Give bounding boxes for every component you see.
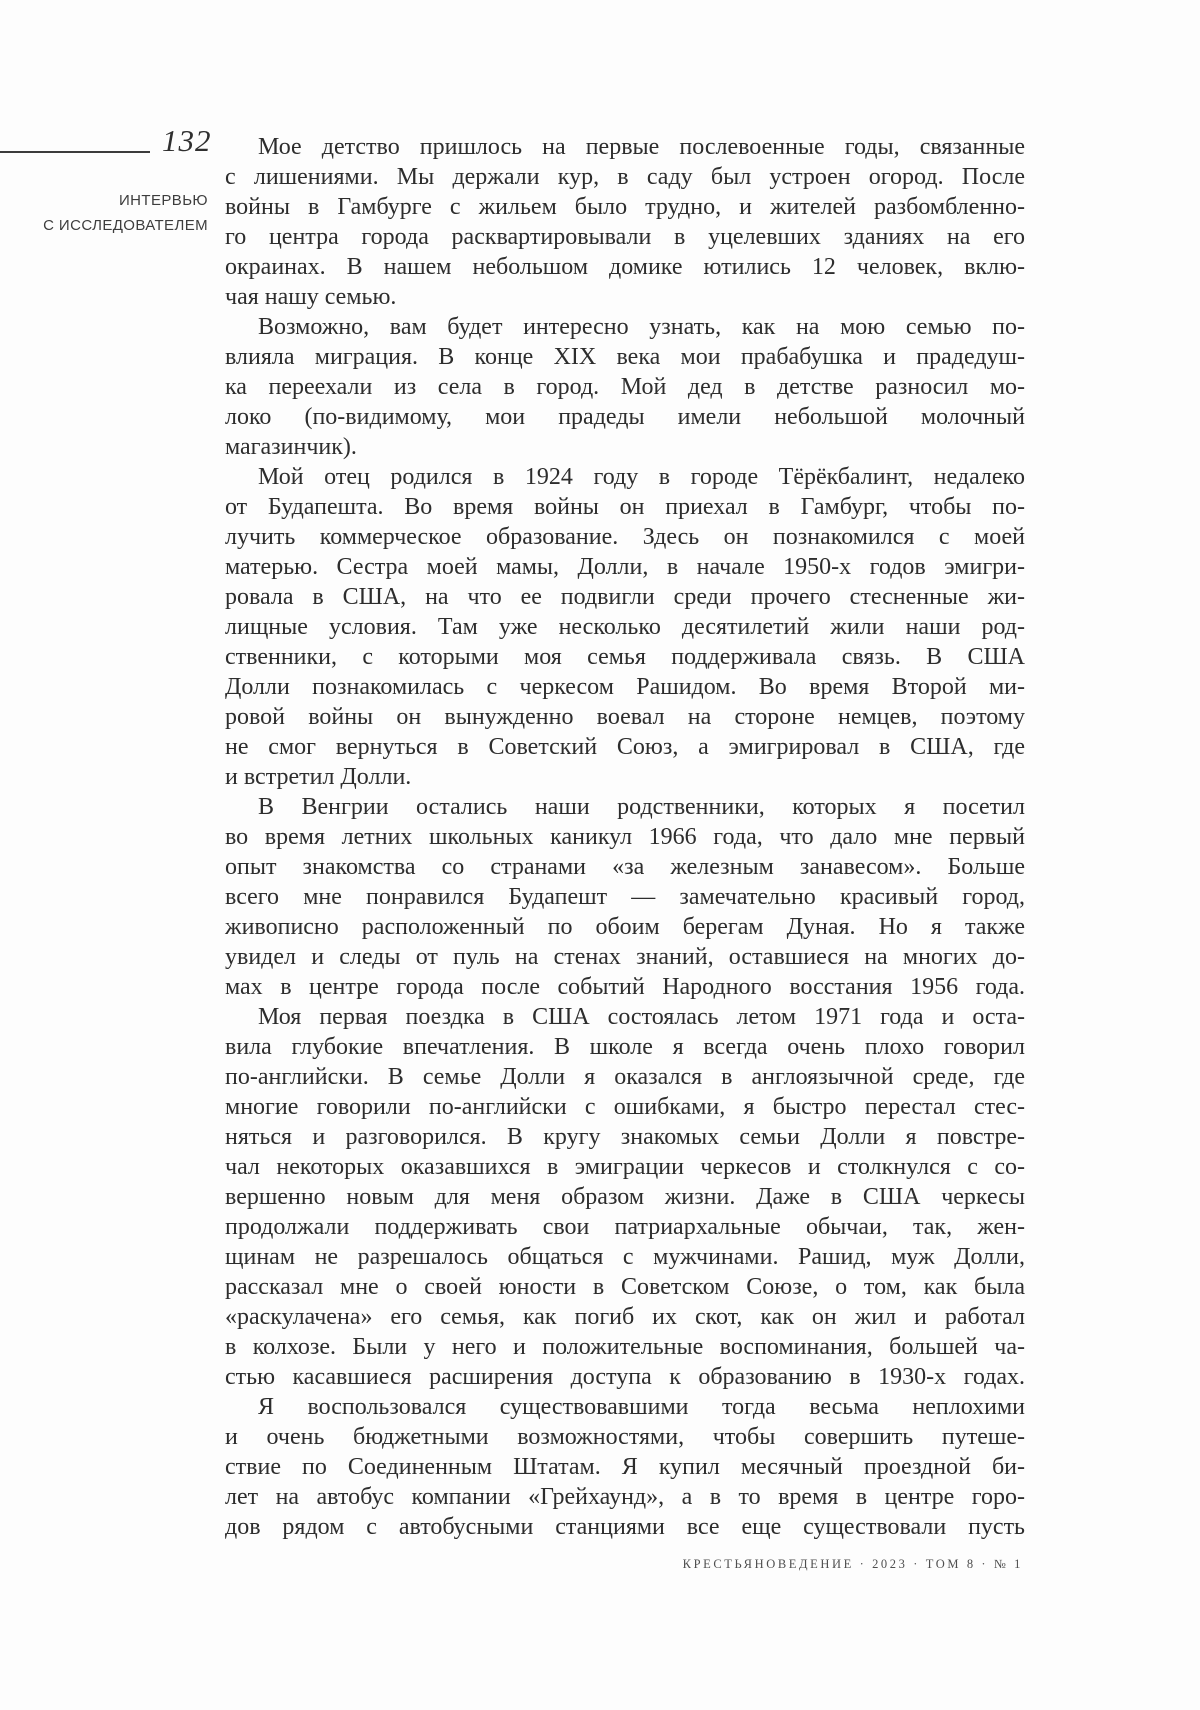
text-line: увидел и следы от пуль на стенах знаний, оставшиеся на многих до- bbox=[225, 944, 1025, 970]
text-line: войны в Гамбурге с жильем было трудно, и жителей разбомбленно- bbox=[225, 194, 1025, 220]
text-line: влияла миграция. В конце XIX века мои прабабушка и прадедуш- bbox=[225, 344, 1025, 370]
page-number: 132 bbox=[162, 123, 212, 158]
text-line: «раскулачена» его семья, как погиб их скот, как он жил и работал bbox=[225, 1304, 1025, 1330]
section-label-line-2: С ИССЛЕДОВАТЕЛЕМ bbox=[43, 217, 208, 234]
text-line: всего мне понравился Будапешт — замечательно красивый город, bbox=[225, 884, 1025, 910]
text-line: го центра города расквартировывали в уцелевших зданиях на его bbox=[225, 224, 1025, 250]
text-line: ственники, с которыми моя семья поддерживала связь. В США bbox=[225, 644, 1025, 670]
text-line: Мое детство пришлось на первые послевоенные годы, связанные bbox=[258, 134, 1025, 160]
folio-rule bbox=[0, 151, 150, 153]
text-line: ровой войны он вынужденно воевал на стороне немцев, поэтому bbox=[225, 704, 1025, 730]
text-line: и очень бюджетными возможностями, чтобы совершить путеше- bbox=[225, 1424, 1025, 1450]
text-line: во время летних школьных каникул 1966 года, что дало мне первый bbox=[225, 824, 1025, 850]
text-line: Моя первая поездка в США состоялась летом 1971 года и оста- bbox=[258, 1004, 1025, 1030]
text-line: ствие по Соединенным Штатам. Я купил месячный проездной би- bbox=[225, 1454, 1025, 1480]
text-line: стью касавшиеся расширения доступа к образованию в 1930-х годах. bbox=[225, 1364, 1025, 1390]
text-line: продолжали поддерживать свои патриархальные обычаи, так, жен- bbox=[225, 1214, 1025, 1240]
text-line: няться и разговорился. В кругу знакомых семьи Долли я повстре- bbox=[225, 1124, 1025, 1150]
text-line: не смог вернуться в Советский Союз, а эмигрировал в США, где bbox=[225, 734, 1025, 760]
text-line: мах в центре города после событий Народного восстания 1956 года. bbox=[225, 974, 1025, 1000]
text-line: лучить коммерческое образование. Здесь он познакомился с моей bbox=[225, 524, 1025, 550]
text-line: Возможно, вам будет интересно узнать, как на мою семью по- bbox=[258, 314, 1025, 340]
text-line: магазинчик). bbox=[225, 434, 357, 460]
text-line: Долли познакомилась с черкесом Рашидом. Во время Второй ми- bbox=[225, 674, 1025, 700]
text-line: многие говорили по-английски с ошибками, я быстро перестал стес- bbox=[225, 1094, 1025, 1120]
text-line: окраинах. В нашем небольшом домике ютились 12 человек, вклю- bbox=[225, 254, 1025, 280]
text-line: и встретил Долли. bbox=[225, 764, 412, 790]
text-line: чал некоторых оказавшихся в эмиграции черкесов и столкнулся с со- bbox=[225, 1154, 1025, 1180]
text-line: Мой отец родился в 1924 году в городе Тёрёкбалинт, недалеко bbox=[258, 464, 1025, 490]
paragraph bbox=[225, 462, 1025, 792]
text-line: чая нашу семью. bbox=[225, 284, 397, 310]
journal-footer: КРЕСТЬЯНОВЕДЕНИЕ · 2023 · ТОМ 8 · № 1 bbox=[682, 1557, 1023, 1571]
text-line: в колхозе. Были у него и положительные воспоминания, большей ча- bbox=[225, 1334, 1025, 1360]
section-label bbox=[43, 188, 208, 238]
paragraph bbox=[225, 792, 1025, 1002]
text-line: Я воспользовался существовавшими тогда весьма неплохими bbox=[258, 1394, 1025, 1420]
paragraph bbox=[225, 132, 1025, 312]
text-line: В Венгрии остались наши родственники, которых я посетил bbox=[258, 794, 1025, 820]
text-line: с лишениями. Мы держали кур, в саду был устроен огород. После bbox=[225, 164, 1025, 190]
text-line: от Будапешта. Во время войны он приехал в Гамбург, чтобы по- bbox=[225, 494, 1025, 520]
text-line: матерью. Сестра моей мамы, Долли, в начале 1950-х годов эмигри- bbox=[225, 554, 1025, 580]
text-line: вила глубокие впечатления. В школе я всегда очень плохо говорил bbox=[225, 1034, 1025, 1060]
text-line: лет на автобус компании «Грейхаунд», а в то время в центре горо- bbox=[225, 1484, 1025, 1510]
text-line: ка переехали из села в город. Мой дед в детстве разносил мо- bbox=[225, 374, 1025, 400]
text-line: рассказал мне о своей юности в Советском Союзе, о том, как была bbox=[225, 1274, 1025, 1300]
text-line: ровала в США, на что ее подвигли среди прочего стесненные жи- bbox=[225, 584, 1025, 610]
section-label-line-1: ИНТЕРВЬЮ bbox=[119, 192, 208, 209]
text-line: опыт знакомства со странами «за железным занавесом». Больше bbox=[225, 854, 1025, 880]
body-text bbox=[225, 132, 1025, 1542]
text-line: по-английски. В семье Долли я оказался в англоязычной среде, где bbox=[225, 1064, 1025, 1090]
text-line: локо (по-видимому, мои прадеды имели небольшой молочный bbox=[225, 404, 1025, 430]
text-line: дов рядом с автобусными станциями все еще существовали пусть bbox=[225, 1514, 1025, 1540]
text-line: лищные условия. Там уже несколько десятилетий жили наши род- bbox=[225, 614, 1025, 640]
paragraph bbox=[225, 1392, 1025, 1542]
paragraph bbox=[225, 1002, 1025, 1392]
text-line: вершенно новым для меня образом жизни. Даже в США черкесы bbox=[225, 1184, 1025, 1210]
text-line: живописно расположенный по обоим берегам Дуная. Но я также bbox=[225, 914, 1025, 940]
text-line: щинам не разрешалось общаться с мужчинами. Рашид, муж Долли, bbox=[225, 1244, 1025, 1270]
paragraph bbox=[225, 312, 1025, 462]
